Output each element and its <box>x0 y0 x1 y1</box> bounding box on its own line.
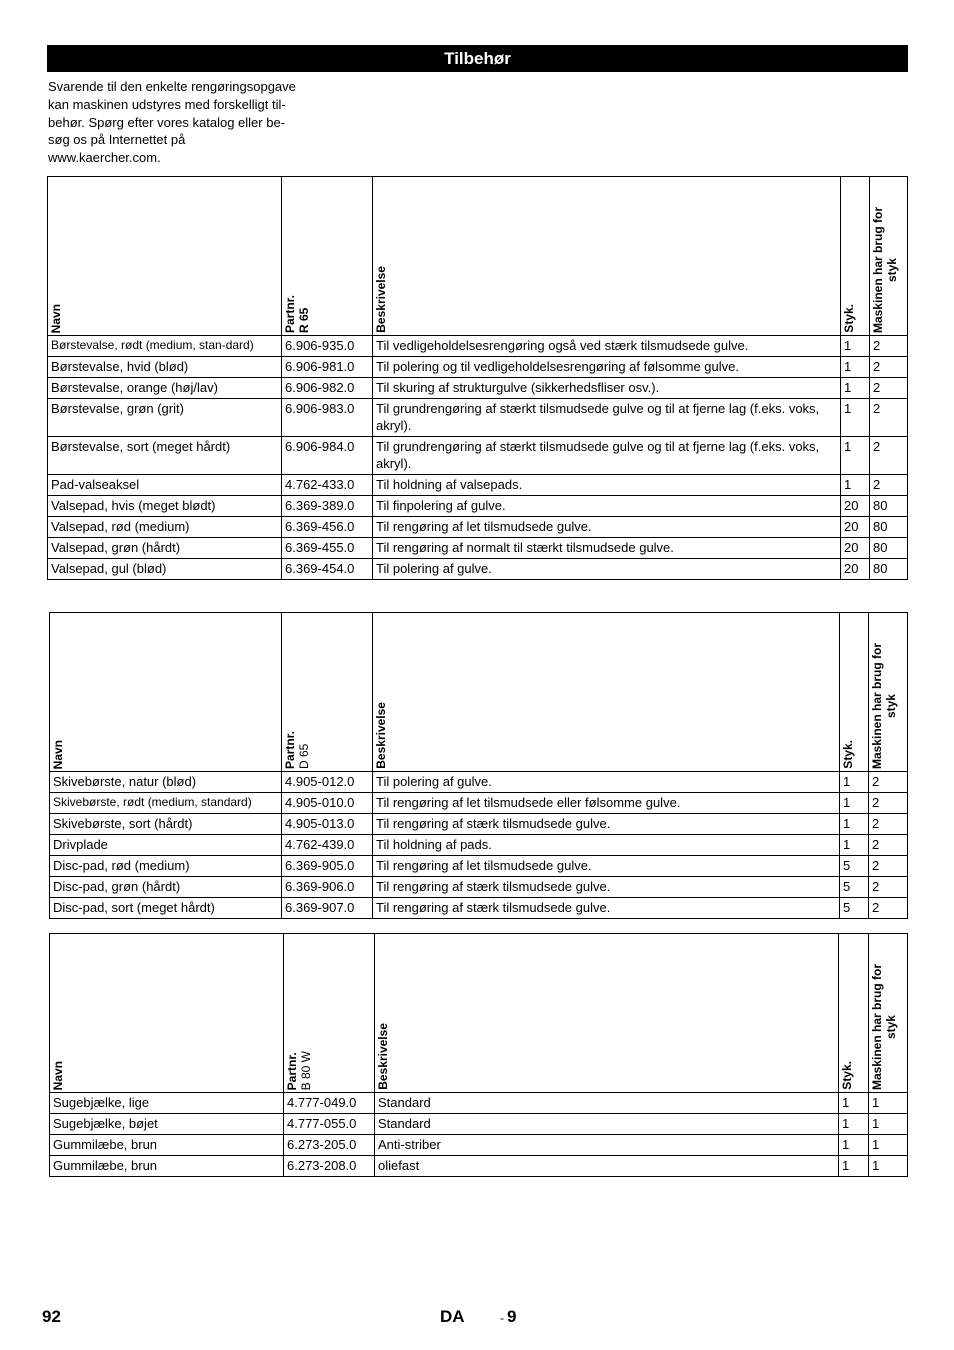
part-number: 6.906-983.0 <box>282 399 373 437</box>
item-name: Skivebørste, sort (hårdt) <box>50 814 282 835</box>
part-number: 4.777-049.0 <box>284 1093 375 1114</box>
item-description: Til holdning af valsepads. <box>373 475 841 496</box>
item-name: Disc-pad, grøn (hårdt) <box>50 877 282 898</box>
accessories-table-r65 <box>47 176 908 580</box>
quantity: 1 <box>841 437 870 475</box>
item-description: Til vedligeholdelsesrengøring også ved stærk tilsmudsede gulve. <box>373 336 841 357</box>
quantity: 1 <box>839 1135 869 1156</box>
part-number: 6.906-984.0 <box>282 437 373 475</box>
part-number: 6.906-982.0 <box>282 378 373 399</box>
table-row <box>50 814 908 835</box>
item-description: Standard <box>375 1114 839 1135</box>
required-quantity: 2 <box>869 772 908 793</box>
required-quantity: 1 <box>869 1114 908 1135</box>
intro-line: behør. Spørg efter vores katalog eller be- <box>48 114 286 130</box>
item-description: Standard <box>375 1093 839 1114</box>
item-name: Valsepad, hvis (meget blødt) <box>48 496 282 517</box>
item-name: Sugebjælke, lige <box>50 1093 284 1114</box>
table-row <box>48 559 908 580</box>
accessories-table-b80w <box>49 933 908 1177</box>
required-quantity: 2 <box>870 378 908 399</box>
intro-text <box>48 78 328 167</box>
item-description: Til polering af gulve. <box>373 772 840 793</box>
required-quantity: 2 <box>870 399 908 437</box>
col-header-need: Maskinen har brug for styk <box>869 613 908 772</box>
quantity: 1 <box>839 1114 869 1135</box>
item-description: Til grundrengøring af stærkt tilsmudsede gulve og til at fjerne lag (f.eks. voks, akryl). <box>373 437 841 475</box>
col-header-desc: Beskrivelse <box>373 613 840 772</box>
item-description: Til holdning af pads. <box>373 835 840 856</box>
quantity: 20 <box>841 559 870 580</box>
table-row <box>50 856 908 877</box>
item-name: Børstevalse, grøn (grit) <box>48 399 282 437</box>
item-name: Drivplade <box>50 835 282 856</box>
table-row <box>50 1114 908 1135</box>
page-number: 92 <box>42 1307 61 1326</box>
quantity: 1 <box>840 772 869 793</box>
required-quantity: 2 <box>869 835 908 856</box>
required-quantity: 80 <box>870 496 908 517</box>
item-description: Anti-striber <box>375 1135 839 1156</box>
col-header-desc: Beskrivelse <box>375 934 839 1093</box>
item-description: Til rengøring af normalt til stærkt tilsmudsede gulve. <box>373 538 841 559</box>
col-header-part: Partnr. D 65 <box>282 613 373 772</box>
required-quantity: 80 <box>870 517 908 538</box>
item-description: Til polering af gulve. <box>373 559 841 580</box>
quantity: 5 <box>840 898 869 919</box>
quantity: 20 <box>841 538 870 559</box>
required-quantity: 2 <box>870 475 908 496</box>
item-name: Valsepad, gul (blød) <box>48 559 282 580</box>
part-number: 6.369-906.0 <box>282 877 373 898</box>
col-header-need: Maskinen har brug for styk <box>869 934 908 1093</box>
item-name: Børstevalse, hvid (blød) <box>48 357 282 378</box>
table-row <box>48 399 908 437</box>
required-quantity: 2 <box>870 357 908 378</box>
table-row <box>50 772 908 793</box>
part-number: 6.273-205.0 <box>284 1135 375 1156</box>
part-number: 4.777-055.0 <box>284 1114 375 1135</box>
quantity: 1 <box>841 399 870 437</box>
part-number: 6.369-455.0 <box>282 538 373 559</box>
quantity: 20 <box>841 517 870 538</box>
col-header-need: Maskinen har brug for styk <box>870 177 908 336</box>
item-description: Til rengøring af stærk tilsmudsede gulve. <box>373 814 840 835</box>
required-quantity: 2 <box>869 814 908 835</box>
quantity: 1 <box>841 475 870 496</box>
required-quantity: 2 <box>869 793 908 814</box>
part-number: 6.906-981.0 <box>282 357 373 378</box>
col-header-part: Partnr. R 65 <box>282 177 373 336</box>
item-description: Til rengøring af let tilsmudsede gulve. <box>373 856 840 877</box>
quantity: 20 <box>841 496 870 517</box>
quantity: 1 <box>840 814 869 835</box>
accessories-table-d65 <box>49 612 908 919</box>
required-quantity: 2 <box>869 856 908 877</box>
quantity: 1 <box>839 1093 869 1114</box>
part-number: 6.906-935.0 <box>282 336 373 357</box>
item-name: Disc-pad, sort (meget hårdt) <box>50 898 282 919</box>
col-header-name: Navn <box>50 613 282 772</box>
part-number: 6.369-907.0 <box>282 898 373 919</box>
item-description: Til finpolering af gulve. <box>373 496 841 517</box>
language-code: DA <box>440 1307 465 1326</box>
part-number: 6.369-454.0 <box>282 559 373 580</box>
item-description: Til polering og til vedligeholdelsesrengøring af følsomme gulve. <box>373 357 841 378</box>
part-number: 4.762-439.0 <box>282 835 373 856</box>
col-header-part: Partnr. B 80 W <box>284 934 375 1093</box>
item-description: Til rengøring af stærk tilsmudsede gulve. <box>373 877 840 898</box>
table-row <box>50 793 908 814</box>
part-number: 4.905-012.0 <box>282 772 373 793</box>
table-row <box>48 378 908 399</box>
quantity: 1 <box>840 835 869 856</box>
item-name: Børstevalse, sort (meget hårdt) <box>48 437 282 475</box>
quantity: 1 <box>841 357 870 378</box>
col-header-qty: Styk. <box>839 934 869 1093</box>
table-row <box>50 898 908 919</box>
required-quantity: 2 <box>869 898 908 919</box>
required-quantity: 2 <box>870 336 908 357</box>
col-header-name: Navn <box>48 177 282 336</box>
part-number: 6.369-456.0 <box>282 517 373 538</box>
part-number: 6.273-208.0 <box>284 1156 375 1177</box>
item-name: Børstevalse, orange (høj/lav) <box>48 378 282 399</box>
item-name: Skivebørste, rødt (medium, standard) <box>50 793 282 814</box>
table-row <box>50 1135 908 1156</box>
table-row <box>48 496 908 517</box>
quantity: 1 <box>840 793 869 814</box>
part-number: 4.905-013.0 <box>282 814 373 835</box>
section-title: Tilbehør <box>47 45 908 72</box>
item-name: Børstevalse, rødt (medium, stan-dard) <box>48 336 282 357</box>
col-header-qty: Styk. <box>840 613 869 772</box>
item-description: Til skuring af strukturgulve (sikkerhedsfliser osv.). <box>373 378 841 399</box>
required-quantity: 1 <box>869 1156 908 1177</box>
item-name: Gummilæbe, brun <box>50 1156 284 1177</box>
item-name: Disc-pad, rød (medium) <box>50 856 282 877</box>
item-description: oliefast <box>375 1156 839 1177</box>
table-row <box>48 475 908 496</box>
required-quantity: 80 <box>870 559 908 580</box>
table-row <box>48 538 908 559</box>
part-number: 4.905-010.0 <box>282 793 373 814</box>
required-quantity: 2 <box>870 437 908 475</box>
item-name: Pad-valseaksel <box>48 475 282 496</box>
item-name: Gummilæbe, brun <box>50 1135 284 1156</box>
item-description: Til rengøring af stærk tilsmudsede gulve. <box>373 898 840 919</box>
required-quantity: 80 <box>870 538 908 559</box>
intro-line: kan maskinen udstyres med forskelligt til- <box>48 96 286 112</box>
col-header-qty: Styk. <box>841 177 870 336</box>
item-description: Til grundrengøring af stærkt tilsmudsede gulve og til at fjerne lag (f.eks. voks, akryl). <box>373 399 841 437</box>
col-header-desc: Beskrivelse <box>373 177 841 336</box>
table-row <box>50 1093 908 1114</box>
quantity: 1 <box>839 1156 869 1177</box>
required-quantity: 1 <box>869 1135 908 1156</box>
quantity: 1 <box>841 378 870 399</box>
item-description: Til rengøring af let tilsmudsede eller følsomme gulve. <box>373 793 840 814</box>
item-name: Valsepad, rød (medium) <box>48 517 282 538</box>
item-name: Sugebjælke, bøjet <box>50 1114 284 1135</box>
part-number: 6.369-905.0 <box>282 856 373 877</box>
intro-line: søg os på Internettet på <box>48 132 186 148</box>
intro-line: Svarende til den enkelte rengøringsopgave <box>48 79 296 94</box>
table-row <box>48 336 908 357</box>
required-quantity: 2 <box>869 877 908 898</box>
item-description: Til rengøring af let tilsmudsede gulve. <box>373 517 841 538</box>
item-name: Valsepad, grøn (hårdt) <box>48 538 282 559</box>
table-row <box>50 1156 908 1177</box>
section-number: 9 <box>507 1307 517 1326</box>
intro-line: www.kaercher.com. <box>48 150 161 166</box>
part-number: 6.369-389.0 <box>282 496 373 517</box>
separator: - <box>500 1311 504 1325</box>
col-header-name: Navn <box>50 934 284 1093</box>
required-quantity: 1 <box>869 1093 908 1114</box>
table-row <box>50 877 908 898</box>
quantity: 5 <box>840 877 869 898</box>
part-number: 4.762-433.0 <box>282 475 373 496</box>
table-row <box>48 437 908 475</box>
quantity: 1 <box>841 336 870 357</box>
table-row <box>50 835 908 856</box>
table-row <box>48 357 908 378</box>
quantity: 5 <box>840 856 869 877</box>
section-page-number <box>500 1307 516 1327</box>
table-row <box>48 517 908 538</box>
item-name: Skivebørste, natur (blød) <box>50 772 282 793</box>
